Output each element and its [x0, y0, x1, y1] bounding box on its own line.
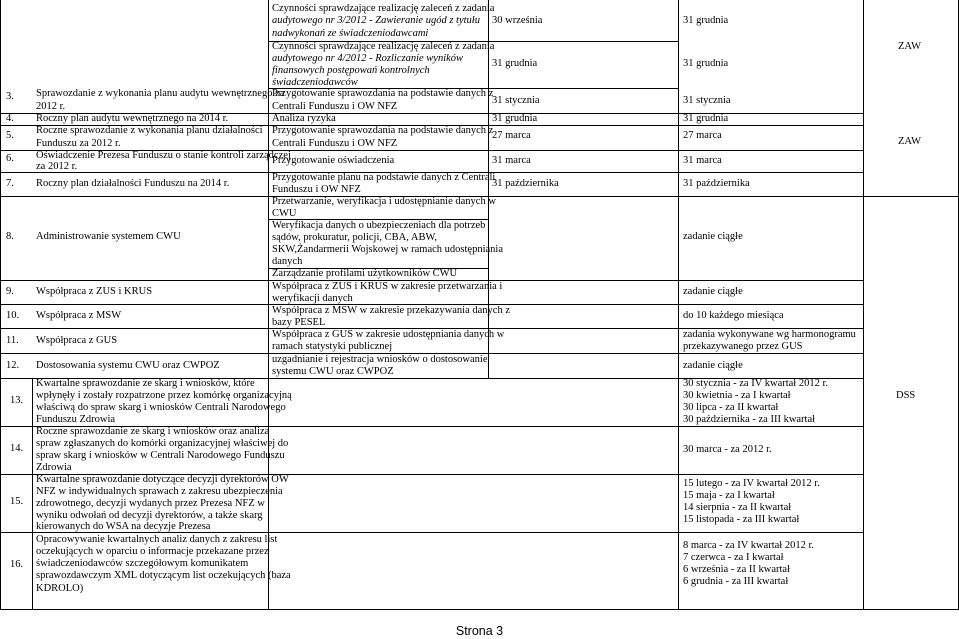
activity-line: nadwykonań ze świadczeniodawcami	[272, 28, 429, 39]
activity-line: weryfikacji danych	[272, 293, 353, 304]
task-line: KDROLO)	[36, 583, 84, 594]
term-line: 15 maja - za I kwartał	[683, 490, 775, 501]
end-date: 31 stycznia	[683, 95, 731, 106]
task-line: oczekujących w oparciu o informacje przekazane przez	[36, 546, 269, 557]
activity-line: audytowego nr 4/2012 - Rozliczanie wyników	[272, 53, 464, 64]
task-line: Roczne sprawozdanie ze skarg i wniosków oraz analiza	[36, 426, 270, 437]
task-line: wyniku odwołań od decyzji dyrektorów, a także skarg	[36, 510, 263, 521]
end-date: 31 marca	[683, 155, 722, 166]
num-divider-a	[32, 378, 33, 610]
activity-line: Współpraca z ZUS i KRUS w zakresie przetwarzania i	[272, 281, 503, 292]
start-date: 30 września	[492, 15, 543, 26]
term-line: 8 marca - za IV kwartał 2012 r.	[683, 540, 815, 551]
activity-line: CWU	[272, 208, 297, 219]
task-line: Współpraca z GUS	[36, 335, 118, 346]
task-line: Funduszu Zdrowia	[36, 414, 116, 425]
activity-line: Przygotowanie sprawozdania na podstawie danych z	[272, 125, 494, 136]
activity-line: audytowego nr 3/2012 - Zawieranie ugód z tytułu	[272, 15, 480, 26]
task-line: właściwą do spraw skarg i wniosków Centrali Narodowego	[36, 402, 286, 413]
activity-line: Przygotowanie oświadczenia	[272, 155, 395, 166]
term-line: zadanie ciągłe	[683, 286, 743, 297]
term-line: zadanie ciągłe	[683, 231, 743, 242]
end-date: 31 października	[683, 178, 750, 189]
activity-line: bazy PESEL	[272, 317, 326, 328]
task-line: Współpraca z ZUS i KRUS	[36, 286, 153, 297]
term-line: 15 lutego - za IV kwartał 2012 r.	[683, 478, 820, 489]
term-line: zadania wykonywane wg harmonogramu	[683, 329, 856, 340]
task-line: Kwartalne sprawozdanie dotyczące decyzji dyrektorów OW	[36, 474, 289, 485]
activity-line: Współpraca z GUS w zakresie udostępniania danych w	[272, 329, 505, 340]
task-line: Funduszu za 2012 r.	[36, 138, 121, 149]
task-line: Administrowanie systemem CWU	[36, 231, 181, 242]
activity-line: świadczeniodawców	[272, 77, 358, 88]
row-number: 12.	[6, 360, 20, 371]
task-line: za 2012 r.	[36, 161, 78, 172]
start-date: 27 marca	[492, 130, 531, 141]
term-line: 7 czerwca - za I kwartał	[683, 552, 784, 563]
start-date: 31 grudnia	[492, 113, 538, 124]
term-line: 30 marca - za 2012 r.	[683, 444, 772, 455]
term-line: przekazywanego przez GUS	[683, 341, 803, 352]
term-line: 6 grudnia - za III kwartał	[683, 576, 789, 587]
col-divider-activity	[488, 0, 489, 378]
task-line: Dostosowania systemu CWU oraz CWPOZ	[36, 360, 220, 371]
activity-line: SKW,Żandarmerii Wojskowej w ramach udostępniania	[272, 244, 503, 255]
task-line: wpłynęły i zostały rozpatrzone przez komórkę organizacyjną	[36, 390, 292, 401]
activity-line: finansowych postępowań kontrolnych	[272, 65, 430, 76]
term-line: 15 listopada - za III kwartał	[683, 514, 800, 525]
row-number: 16.	[10, 559, 24, 570]
activity-line: systemu CWU oraz CWPOZ	[272, 366, 394, 377]
start-date: 31 marca	[492, 155, 531, 166]
unit-code: ZAW	[898, 136, 922, 147]
task-line: Roczne sprawozdanie z wykonania planu działalności	[36, 125, 263, 136]
task-line: Oświadczenie Prezesa Funduszu o stanie kontroli zarządczej	[36, 150, 291, 161]
start-date: 31 października	[492, 178, 559, 189]
table-border-bottom	[0, 609, 959, 610]
row-number: 8.	[6, 231, 14, 242]
term-line: 30 października - za III kwartał	[683, 414, 816, 425]
term-line: 30 stycznia - za IV kwartał 2012 r.	[683, 378, 829, 389]
task-line: Roczny plan audytu wewnętrznego na 2014 r.	[36, 113, 229, 124]
unit-code: ZAW	[898, 41, 922, 52]
task-line: Kwartalne sprawozdanie ze skarg i wniosków, które	[36, 378, 255, 389]
activity-line: Współpraca z MSW w zakresie przekazywania danych z	[272, 305, 510, 316]
activity-line: ramach statystyki publicznej	[272, 341, 393, 352]
start-date: 31 stycznia	[492, 95, 540, 106]
row-number: 3.	[6, 91, 14, 102]
task-line: spraw skarg i wniosków w Centrali Narodowego Funduszu	[36, 450, 285, 461]
activity-line: Analiza ryzyka	[272, 113, 336, 124]
activity-line: Przetwarzanie, weryfikacja i udostępnianie danych w	[272, 196, 496, 207]
row-number: 14.	[10, 443, 24, 454]
activity-line: Czynności sprawdzające realizację zaleceń z zadania	[272, 41, 495, 52]
page-footer: Strona 3	[455, 624, 504, 638]
col-divider-end	[863, 0, 864, 610]
task-line: NFZ w indywidualnych sprawach z zakresu ubezpieczenia	[36, 486, 283, 497]
row-number: 15.	[10, 496, 24, 507]
task-line: Sprawozdanie z wykonania planu audytu wewnętrznego za	[36, 88, 285, 99]
term-line: zadanie ciągłe	[683, 360, 743, 371]
table-border-left	[0, 0, 1, 610]
term-line: 14 sierpnia - za II kwartał	[683, 502, 792, 513]
activity-line: Zarządzanie profilami użytkowników CWU	[272, 268, 458, 279]
activity-line: Przygotowanie planu na podstawie danych z Centrali	[272, 172, 496, 183]
term-line: 6 września - za II kwartał	[683, 564, 790, 575]
row-number: 7.	[6, 178, 14, 189]
row-number: 4.	[6, 113, 14, 124]
unit-code: DSS	[896, 390, 916, 401]
activity-line: Przygotowanie sprawozdania na podstawie danych z	[272, 88, 494, 99]
activity-line: Funduszu i OW NFZ	[272, 184, 361, 195]
row-number: 6.	[6, 153, 14, 164]
activity-line: Czynności sprawdzające realizację zaleceń z zadania	[272, 3, 495, 14]
task-line: Zdrowia	[36, 462, 72, 473]
start-date: 31 grudnia	[492, 58, 538, 69]
end-date: 31 grudnia	[683, 113, 729, 124]
activity-line: Centrali Funduszu i OW NFZ	[272, 101, 398, 112]
task-line: spraw zgłaszanych do komórki organizacyjnej właściwej do	[36, 438, 289, 449]
term-line: 30 lipca - za II kwartał	[683, 402, 779, 413]
row-number: 5.	[6, 130, 14, 141]
col-divider-start	[678, 0, 679, 610]
activity-line: danych	[272, 256, 303, 267]
end-date: 27 marca	[683, 130, 722, 141]
end-date: 31 grudnia	[683, 58, 729, 69]
term-line: 30 kwietnia - za I kwartał	[683, 390, 791, 401]
end-date: 31 grudnia	[683, 15, 729, 26]
activity-line: sądów, prokuratur, policji, CBA, ABW,	[272, 232, 438, 243]
term-line: do 10 każdego miesiąca	[683, 310, 784, 321]
task-line: Roczny plan działalności Funduszu na 2014 r.	[36, 178, 230, 189]
activity-line: Centrali Funduszu i OW NFZ	[272, 138, 398, 149]
task-line: sprawozdawczym XML dotyczącym list oczekujących (baza	[36, 570, 291, 581]
task-line: Opracowywanie kwartalnych analiz danych z zakresu list	[36, 534, 278, 545]
row-number: 10.	[6, 310, 20, 321]
task-line: Współpraca z MSW	[36, 310, 122, 321]
row-number: 9.	[6, 286, 14, 297]
activity-line: uzgadnianie i rejestracja wniosków o dostosowanie	[272, 354, 488, 365]
task-line: zdrowotnego, decyzji wydanych przez Prezesa NFZ w	[36, 498, 265, 509]
row-number: 13.	[10, 395, 24, 406]
task-line: kierowanych do WSA na decyzje Prezesa	[36, 521, 211, 532]
task-line: 2012 r.	[36, 101, 66, 112]
row-number: 11.	[6, 335, 19, 346]
activity-line: Weryfikacja danych o ubezpieczeniach dla potrzeb	[272, 220, 486, 231]
task-line: świadczeniodawców szczegółowym komunikatem	[36, 558, 249, 569]
